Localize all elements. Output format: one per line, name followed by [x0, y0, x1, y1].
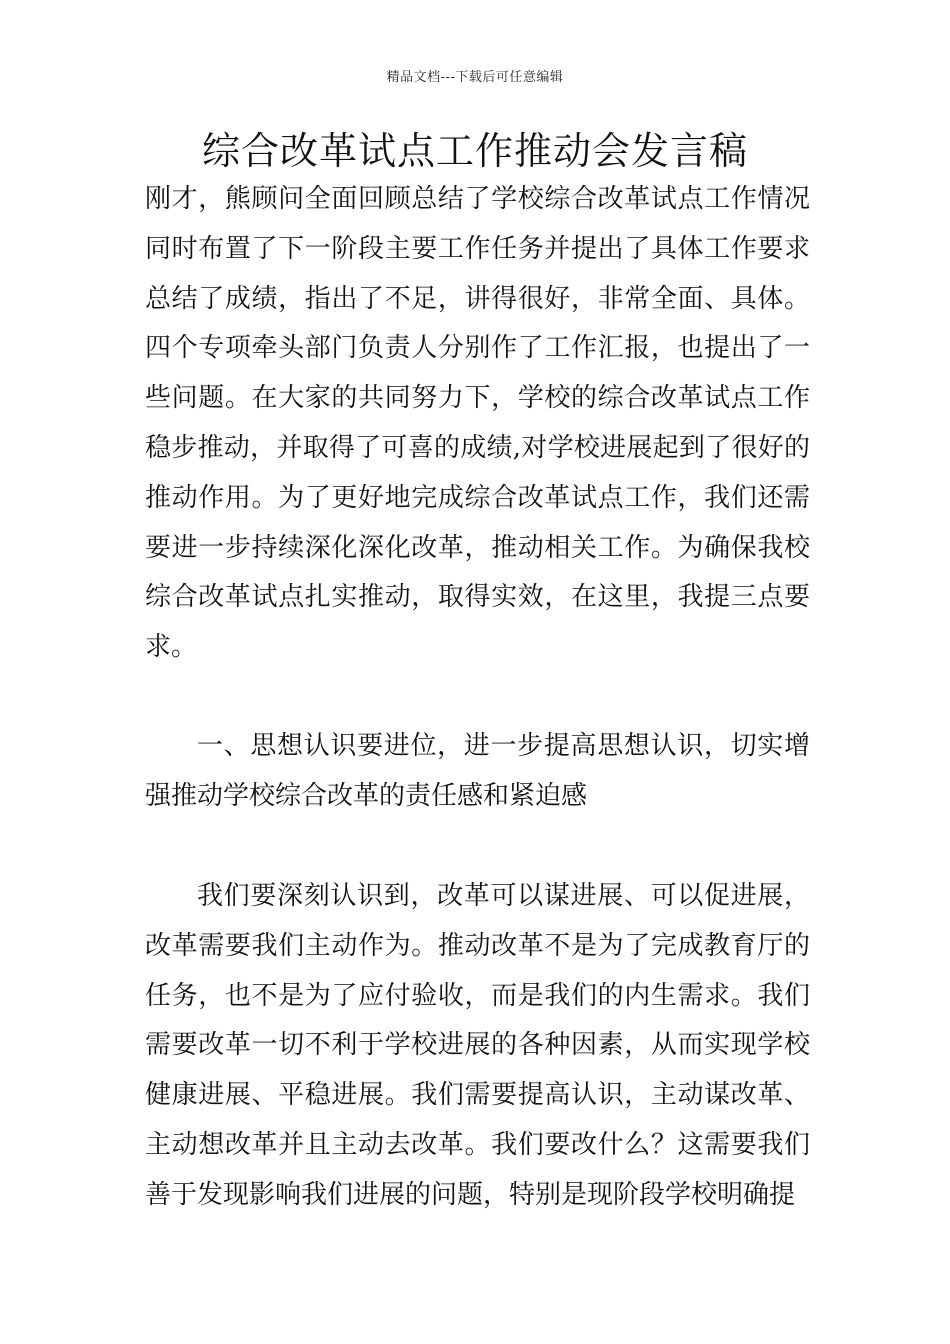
header-note: 精品文档---下载后可任意编辑	[386, 70, 564, 85]
paragraph-intro: 刚才，熊顾问全面回顾总结了学校综合改革试点工作情况同时布置了下一阶段主要工作任务并提出了具体工作要求总结了成绩，指出了不足，讲得很好，非常全面、具体。四个专项牵头部门负责人分别作了工作汇报，也提出了一些问题。在大家的共同努力下，学校的综合改革试点工作稳步推动，并取得了可喜的成绩,对学校进展起到了很好的推动作用。为了更好地完成综合改革试点工作，我们还需要进一步持续深化深化改革，推动相关工作。为确保我校综合改革试点扎实推动，取得实效，在这里，我提三点要求。	[145, 184, 810, 663]
paragraph-section-one-body: 我们要深刻认识到，改革可以谋进展、可以促进展，改革需要我们主动作为。推动改革不是为了完成教育厅的任务，也不是为了应付验收，而是我们的内生需求。我们需要改革一切不利于学校进展的各种因素，从而实现学校健康进展、平稳进展。我们需要提高认识，主动谋改革、主动想改革并且主动去改革。我们要改什么？这需要我们善于发现影响我们进展的问题，特别是现阶段学校明确提	[145, 881, 810, 1210]
paragraph-section-one-heading: 一、思想认识要进位，进一步提高思想认识，切实增强推动学校综合改革的责任感和紧迫感	[145, 731, 810, 811]
page-title: 综合改革试点工作推动会发言稿	[201, 129, 748, 173]
